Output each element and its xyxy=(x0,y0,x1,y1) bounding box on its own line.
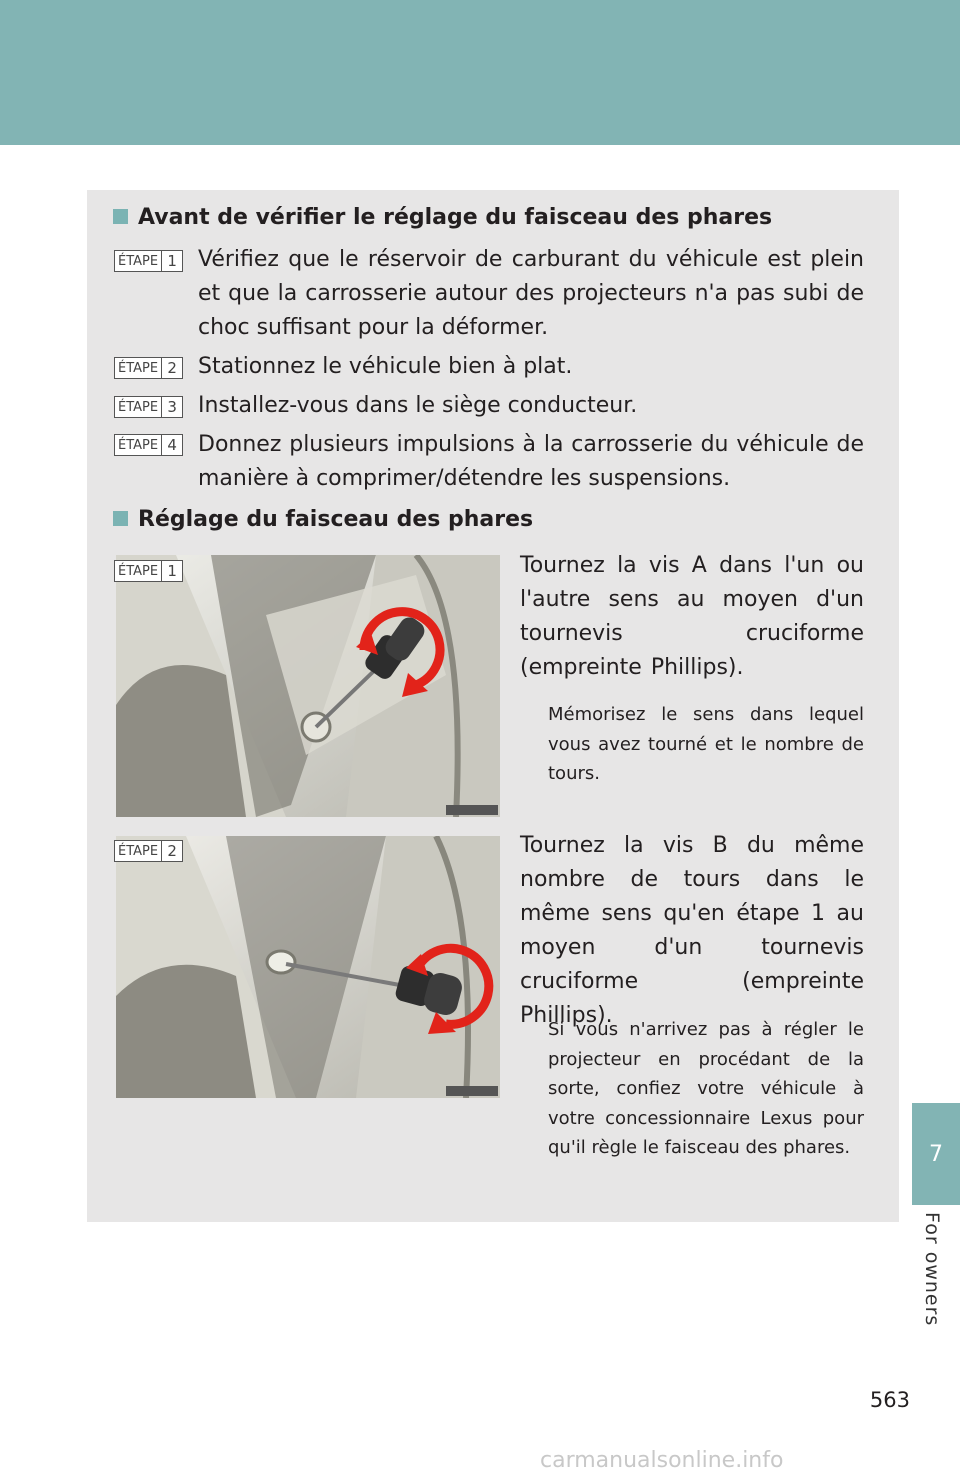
step-badge: ÉTAPE 1 xyxy=(114,560,183,582)
step-badge: ÉTAPE 3 xyxy=(114,396,183,418)
headlight-photo-screw-a xyxy=(116,555,500,817)
step-text: Tournez la vis B du même nombre de tours dans le même sens qu'en étape 1 au moyen d'un tournevis cruciforme (empreinte Phillips). xyxy=(520,833,864,1028)
watermark: carmanualsonline.info xyxy=(540,1448,784,1473)
headlight-photo-screw-b xyxy=(116,836,500,1098)
step-note: Mémorisez le sens dans lequel vous avez tourné et le nombre de tours. xyxy=(548,704,864,784)
step-badge: ÉTAPE 2 xyxy=(114,840,183,862)
section-heading-before-check: Avant de vérifier le réglage du faisceau des phares xyxy=(113,205,772,230)
heading-square-icon xyxy=(113,511,128,526)
heading-square-icon xyxy=(113,209,128,224)
step-text: Tournez la vis A dans l'un ou l'autre sens au moyen d'un tournevis cruciforme (empreinte Phillips). xyxy=(520,553,864,680)
page-number: 563 xyxy=(869,1388,910,1412)
step-badge: ÉTAPE 2 xyxy=(114,357,183,379)
step-note: Si vous n'arrivez pas à régler le projecteur en procédant de la sorte, confiez votre véhicule à votre concessionnaire Lexus pour qu'il règle le faisceau des phares. xyxy=(548,1019,864,1158)
step-badge: ÉTAPE 4 xyxy=(114,434,183,456)
chapter-label: For owners xyxy=(921,1212,943,1327)
step-text: Installez-vous dans le siège conducteur. xyxy=(198,393,638,418)
step-badge: ÉTAPE 1 xyxy=(114,250,183,272)
step-text: Stationnez le véhicule bien à plat. xyxy=(198,354,573,379)
chapter-number: 7 xyxy=(929,1141,943,1167)
header-band xyxy=(0,0,960,145)
chapter-tab xyxy=(912,1103,960,1205)
section-heading-adjustment: Réglage du faisceau des phares xyxy=(113,507,533,532)
step-text: Donnez plusieurs impulsions à la carrosserie du véhicule de manière à comprimer/détendre les suspensions. xyxy=(198,432,864,491)
step-text: Vérifiez que le réservoir de carburant du véhicule est plein et que la carrosserie autour des projecteurs n'a pas subi de choc suffisant pour la déformer. xyxy=(198,247,864,340)
